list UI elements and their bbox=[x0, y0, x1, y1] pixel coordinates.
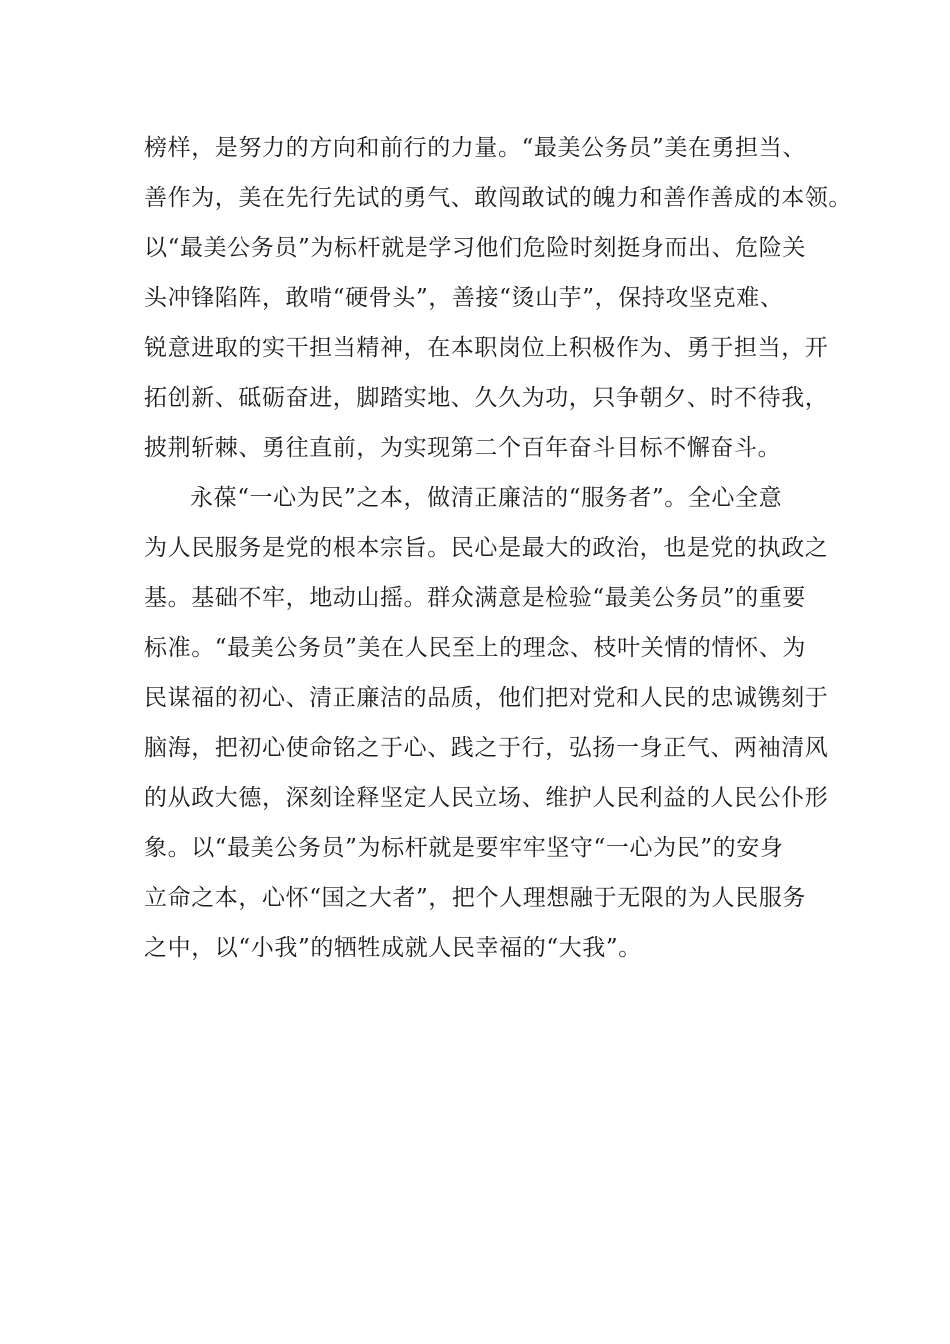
paragraph-2-line-8: 象。以“最美公务员”为标杆就是要牢牢坚守“一心为民”的安身 bbox=[144, 835, 784, 861]
paragraph-1-line-6: 拓创新、砥砺奋进，脚踏实地、久久为功，只争朝夕、时不待我， bbox=[144, 385, 829, 411]
paragraph-1-line-1: 榜样，是努力的方向和前行的力量。“最美公务员”美在勇担当、 bbox=[144, 135, 806, 161]
paragraph-2-line-5: 民谋福的初心、清正廉洁的品质，他们把对党和人民的忠诚镌刻于 bbox=[144, 685, 829, 711]
paragraph-2-line-1: 永葆“一心为民”之本，做清正廉洁的“服务者”。全心全意 bbox=[190, 485, 783, 511]
paragraph-1-line-3: 以“最美公务员”为标杆就是学习他们危险时刻挺身而出、危险关 bbox=[144, 235, 806, 261]
paragraph-1-line-2: 善作为，美在先行先试的勇气、敢闯敢试的魄力和善作善成的本领。 bbox=[144, 185, 852, 211]
paragraph-2-line-6: 脑海，把初心使命铭之于心、践之于行，弘扬一身正气、两袖清风 bbox=[144, 735, 829, 761]
paragraph-2-line-9: 立命之本，心怀“国之大者”，把个人理想融于无限的为人民服务 bbox=[144, 885, 806, 911]
paragraph-2-line-2: 为人民服务是党的根本宗旨。民心是最大的政治，也是党的执政之 bbox=[144, 535, 829, 561]
paragraph-1-line-7: 披荆斩棘、勇往直前，为实现第二个百年奋斗目标不懈奋斗。 bbox=[144, 435, 782, 461]
paragraph-2-line-4: 标准。“最美公务员”美在人民至上的理念、枝叶关情的情怀、为 bbox=[144, 635, 806, 661]
paragraph-2-line-3: 基。基础不牢，地动山摇。群众满意是检验“最美公务员”的重要 bbox=[144, 585, 806, 611]
paragraph-1-line-5: 锐意进取的实干担当精神，在本职岗位上积极作为、勇于担当，开 bbox=[144, 335, 829, 361]
paragraph-2-line-10: 之中，以“小我”的牺牲成就人民幸福的“大我”。 bbox=[144, 935, 642, 961]
paragraph-1-line-4: 头冲锋陷阵，敢啃“硬骨头”，善接“烫山芋”，保持攻坚克难、 bbox=[144, 285, 784, 311]
paragraph-2-line-7: 的从政大德，深刻诠释坚定人民立场、维护人民利益的人民公仆形 bbox=[144, 785, 829, 811]
